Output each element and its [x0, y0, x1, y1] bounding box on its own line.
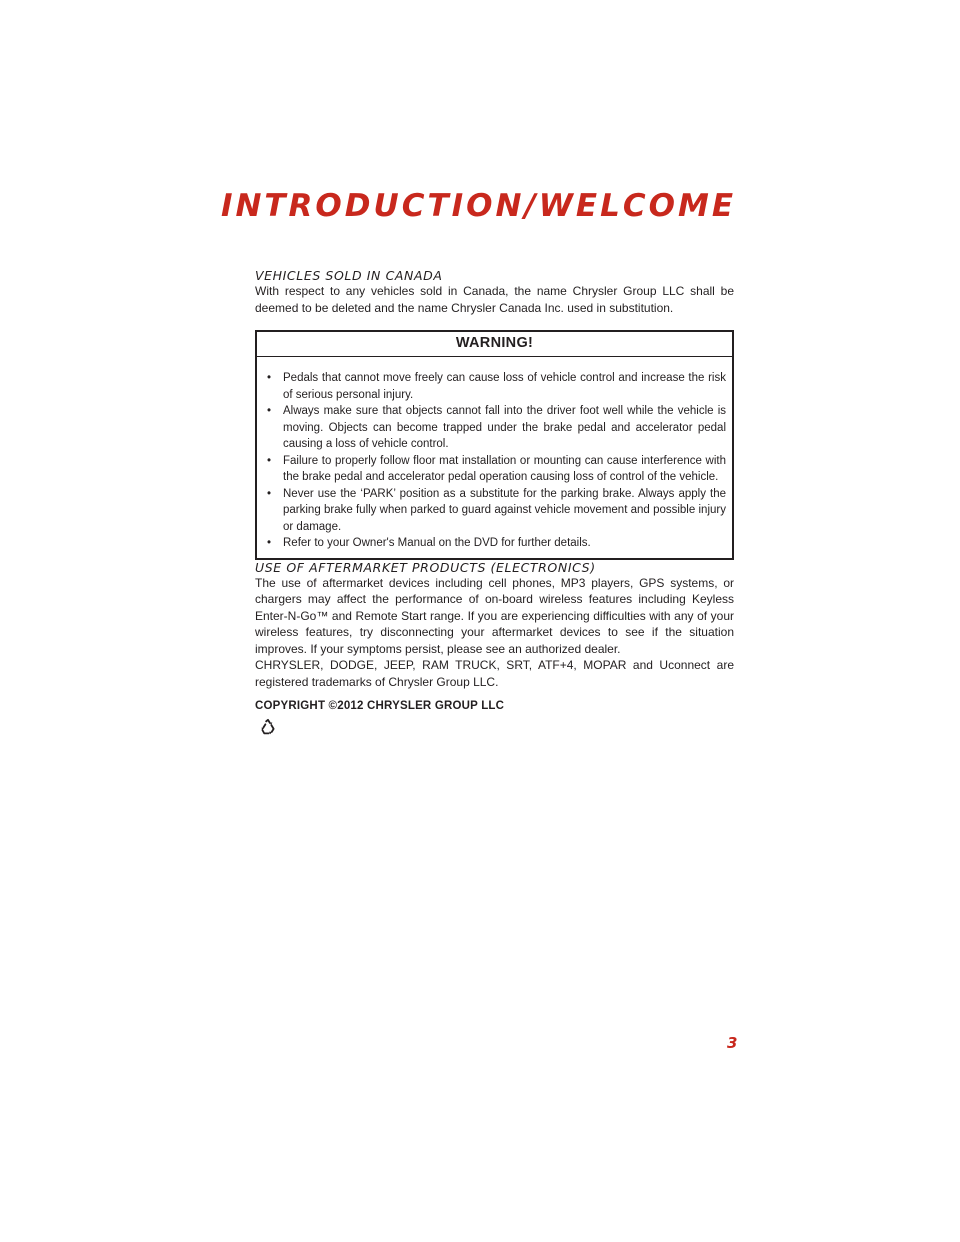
trademarks-paragraph: CHRYSLER, DODGE, JEEP, RAM TRUCK, SRT, ATF+4, MOPAR and Uconnect are registered trademarks of Chrysler Group LLC. [255, 658, 734, 689]
warning-item-text: Always make sure that objects cannot fall into the driver foot well while the vehicle is moving. Objects can become trapped under the brake pedal and accelerator pedal causing a loss of vehicle control. [283, 405, 726, 450]
canada-paragraph: With respect to any vehicles sold in Canada, the name Chrysler Group LLC shall be deemed to be deleted and the name Chrysler Canada Inc. used in substitution. [255, 284, 734, 315]
warning-title: WARNING! [257, 332, 732, 357]
bullet: • [267, 405, 272, 417]
canada-heading: VEHICLES SOLD IN CANADA [255, 268, 443, 283]
warning-list [257, 357, 732, 558]
aftermarket-heading: USE OF AFTERMARKET PRODUCTS (ELECTRONICS) [255, 559, 596, 575]
warning-item [263, 403, 726, 453]
warning-item-text: Failure to properly follow floor mat installation or mounting can cause interference with the brake pedal and accelerator pedal operation causing loss of control of the vehicle. [283, 454, 726, 483]
section-title: INTRODUCTION/WELCOME [220, 188, 736, 224]
bullet: • [267, 537, 272, 549]
page-number: 3 [727, 1034, 738, 1052]
warning-item [263, 535, 726, 552]
page-content [255, 268, 734, 741]
warning-item [263, 453, 726, 486]
recycle-icon [259, 718, 277, 736]
warning-item-text: Pedals that cannot move freely can cause loss of vehicle control and increase the risk of serious personal injury. [283, 372, 726, 401]
aftermarket-paragraph: The use of aftermarket devices including cell phones, MP3 players, GPS systems, or chargers may affect the performance of on-board wireless features including Keyless Enter-N-Go™ and Remote Start range. If you are experiencing difficulties with any of your wireless features, try disconnecting your aftermarket devices to see if the situation improves. If your symptoms persist, please see an authorized dealer. [255, 575, 734, 656]
warning-item [263, 486, 726, 536]
bullet: • [267, 372, 272, 384]
warning-item [263, 370, 726, 403]
bullet: • [267, 487, 272, 500]
warning-item-text: Never use the ‘PARK’ position as a substitute for the parking brake. Always apply the parking brake fully when parked to guard against vehicle movement and possible injury or damage. [283, 487, 726, 533]
warning-box [255, 330, 734, 560]
copyright-notice: COPYRIGHT ©2012 CHRYSLER GROUP LLC [255, 700, 505, 712]
warning-item-text: Refer to your Owner's Manual on the DVD for further details. [283, 537, 591, 549]
bullet: • [267, 454, 272, 467]
